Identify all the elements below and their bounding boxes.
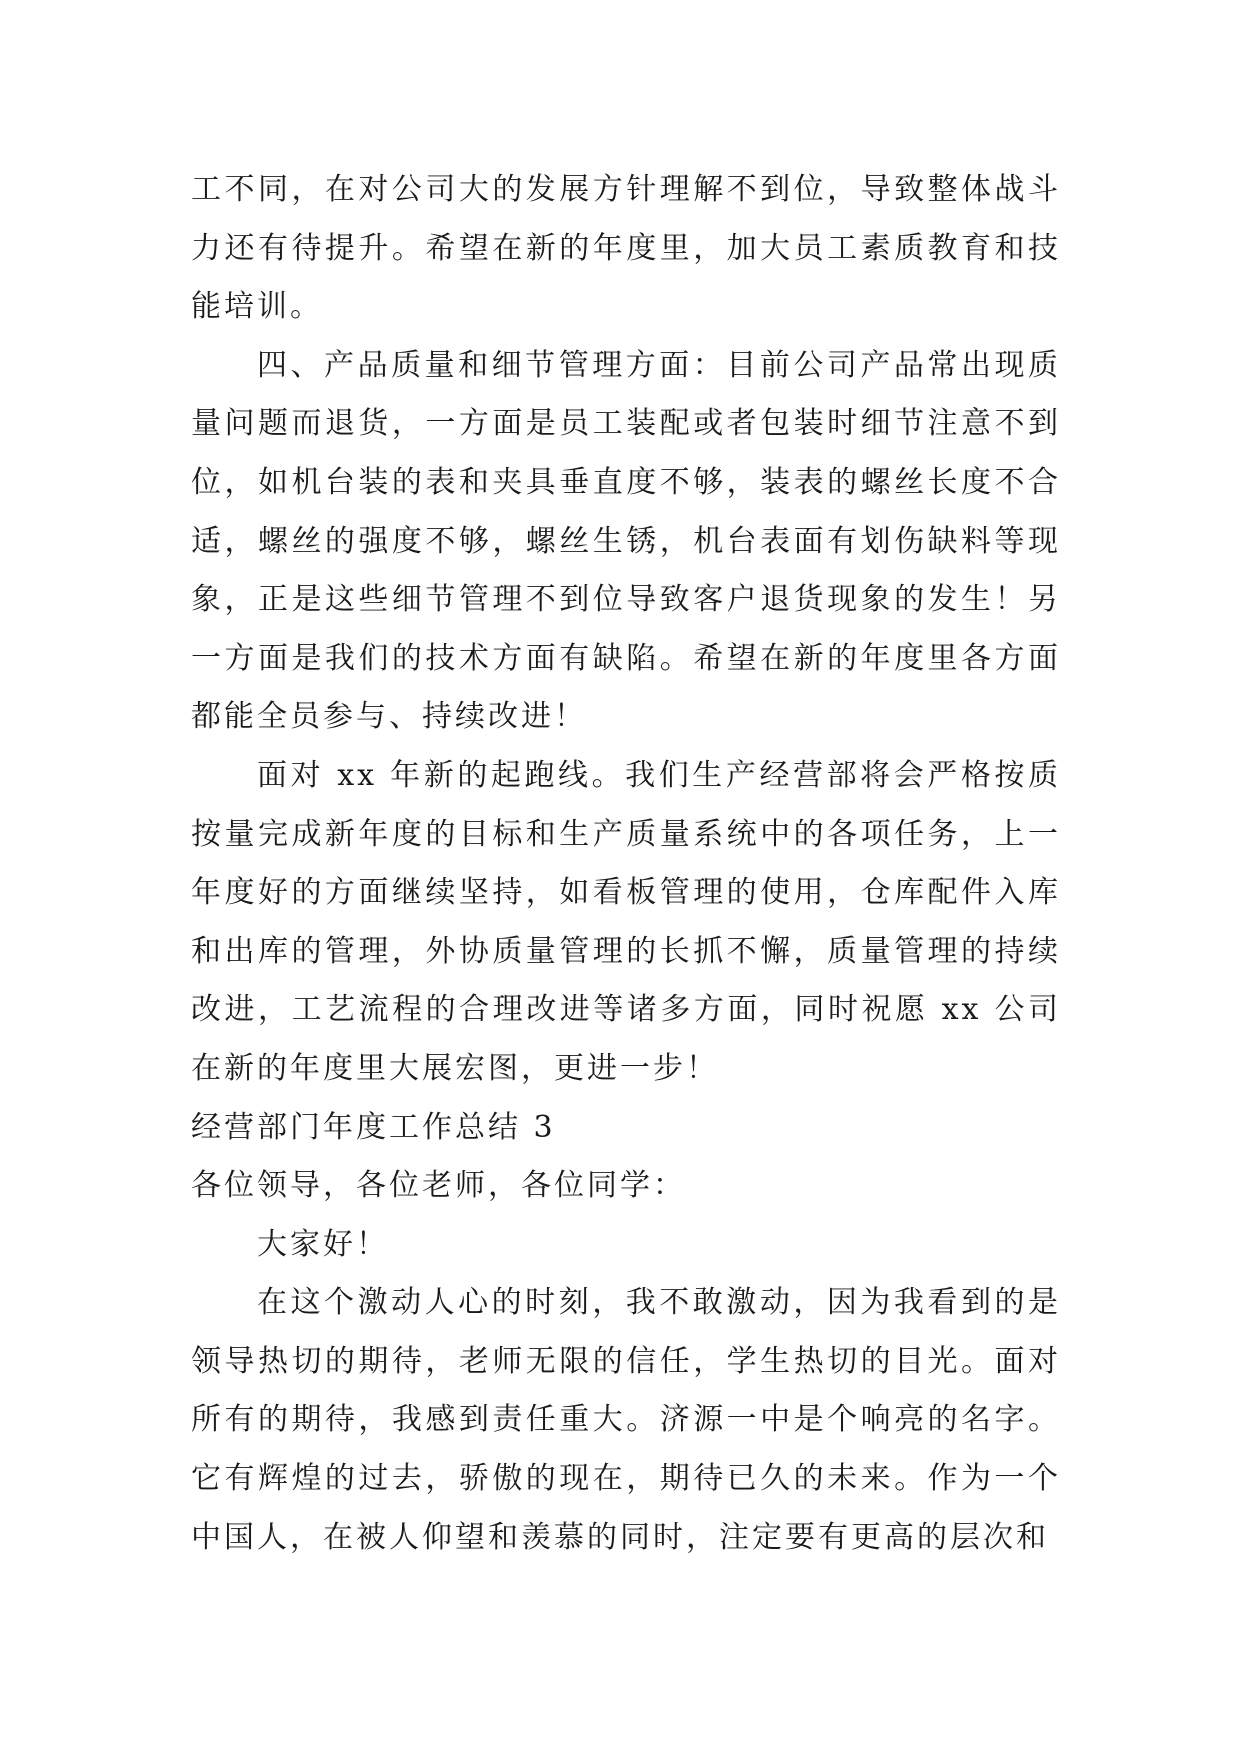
greeting: 大家好！ bbox=[257, 1226, 389, 1262]
salutation: 各位领导，各位老师，各位同学： bbox=[191, 1168, 686, 1204]
document-body bbox=[191, 161, 1061, 1567]
body-paragraph: 四、产品质量和细节管理方面：目前公司产品常出现质量问题而退货，一方面是员工装配或者包装时细节注意不到位，如机台装的表和夹具垂直度不够，装表的螺丝长度不合适，螺丝的强度不够，螺丝生锈，机台表面有划伤缺料等现象，正是这些细节管理不到位导致客户退货现象的发生！另一方面是我们的技术方面有缺陷。希望在新的年度里各方面都能全员参与、持续改进！ bbox=[191, 347, 1061, 735]
body-paragraph: 在这个激动人心的时刻，我不敢激动，因为我看到的是领导热切的期待，老师无限的信任，学生热切的目光。面对所有的期待，我感到责任重大。济源一中是个响亮的名字。它有辉煌的过去，骄傲的现在，期待已久的未来。作为一个中国人，在被人仰望和羡慕的同时，注定要有更高的层次和 bbox=[191, 1285, 1061, 1555]
body-paragraph: 工不同，在对公司大的发展方针理解不到位，导致整体战斗力还有待提升。希望在新的年度里，加大员工素质教育和技能培训。 bbox=[191, 172, 1061, 325]
body-paragraph: 面对 xx 年新的起跑线。我们生产经营部将会严格按质按量完成新年度的目标和生产质量系统中的各项任务，上一年度好的方面继续坚持，如看板管理的使用，仓库配件入库和出库的管理，外协质量管理的长抓不懈，质量管理的持续改进，工艺流程的合理改进等诸多方面，同时祝愿 xx 公司在新的年度里大展宏图，更进一步！ bbox=[191, 757, 1061, 1086]
section-heading: 经营部门年度工作总结 3 bbox=[191, 1109, 556, 1145]
